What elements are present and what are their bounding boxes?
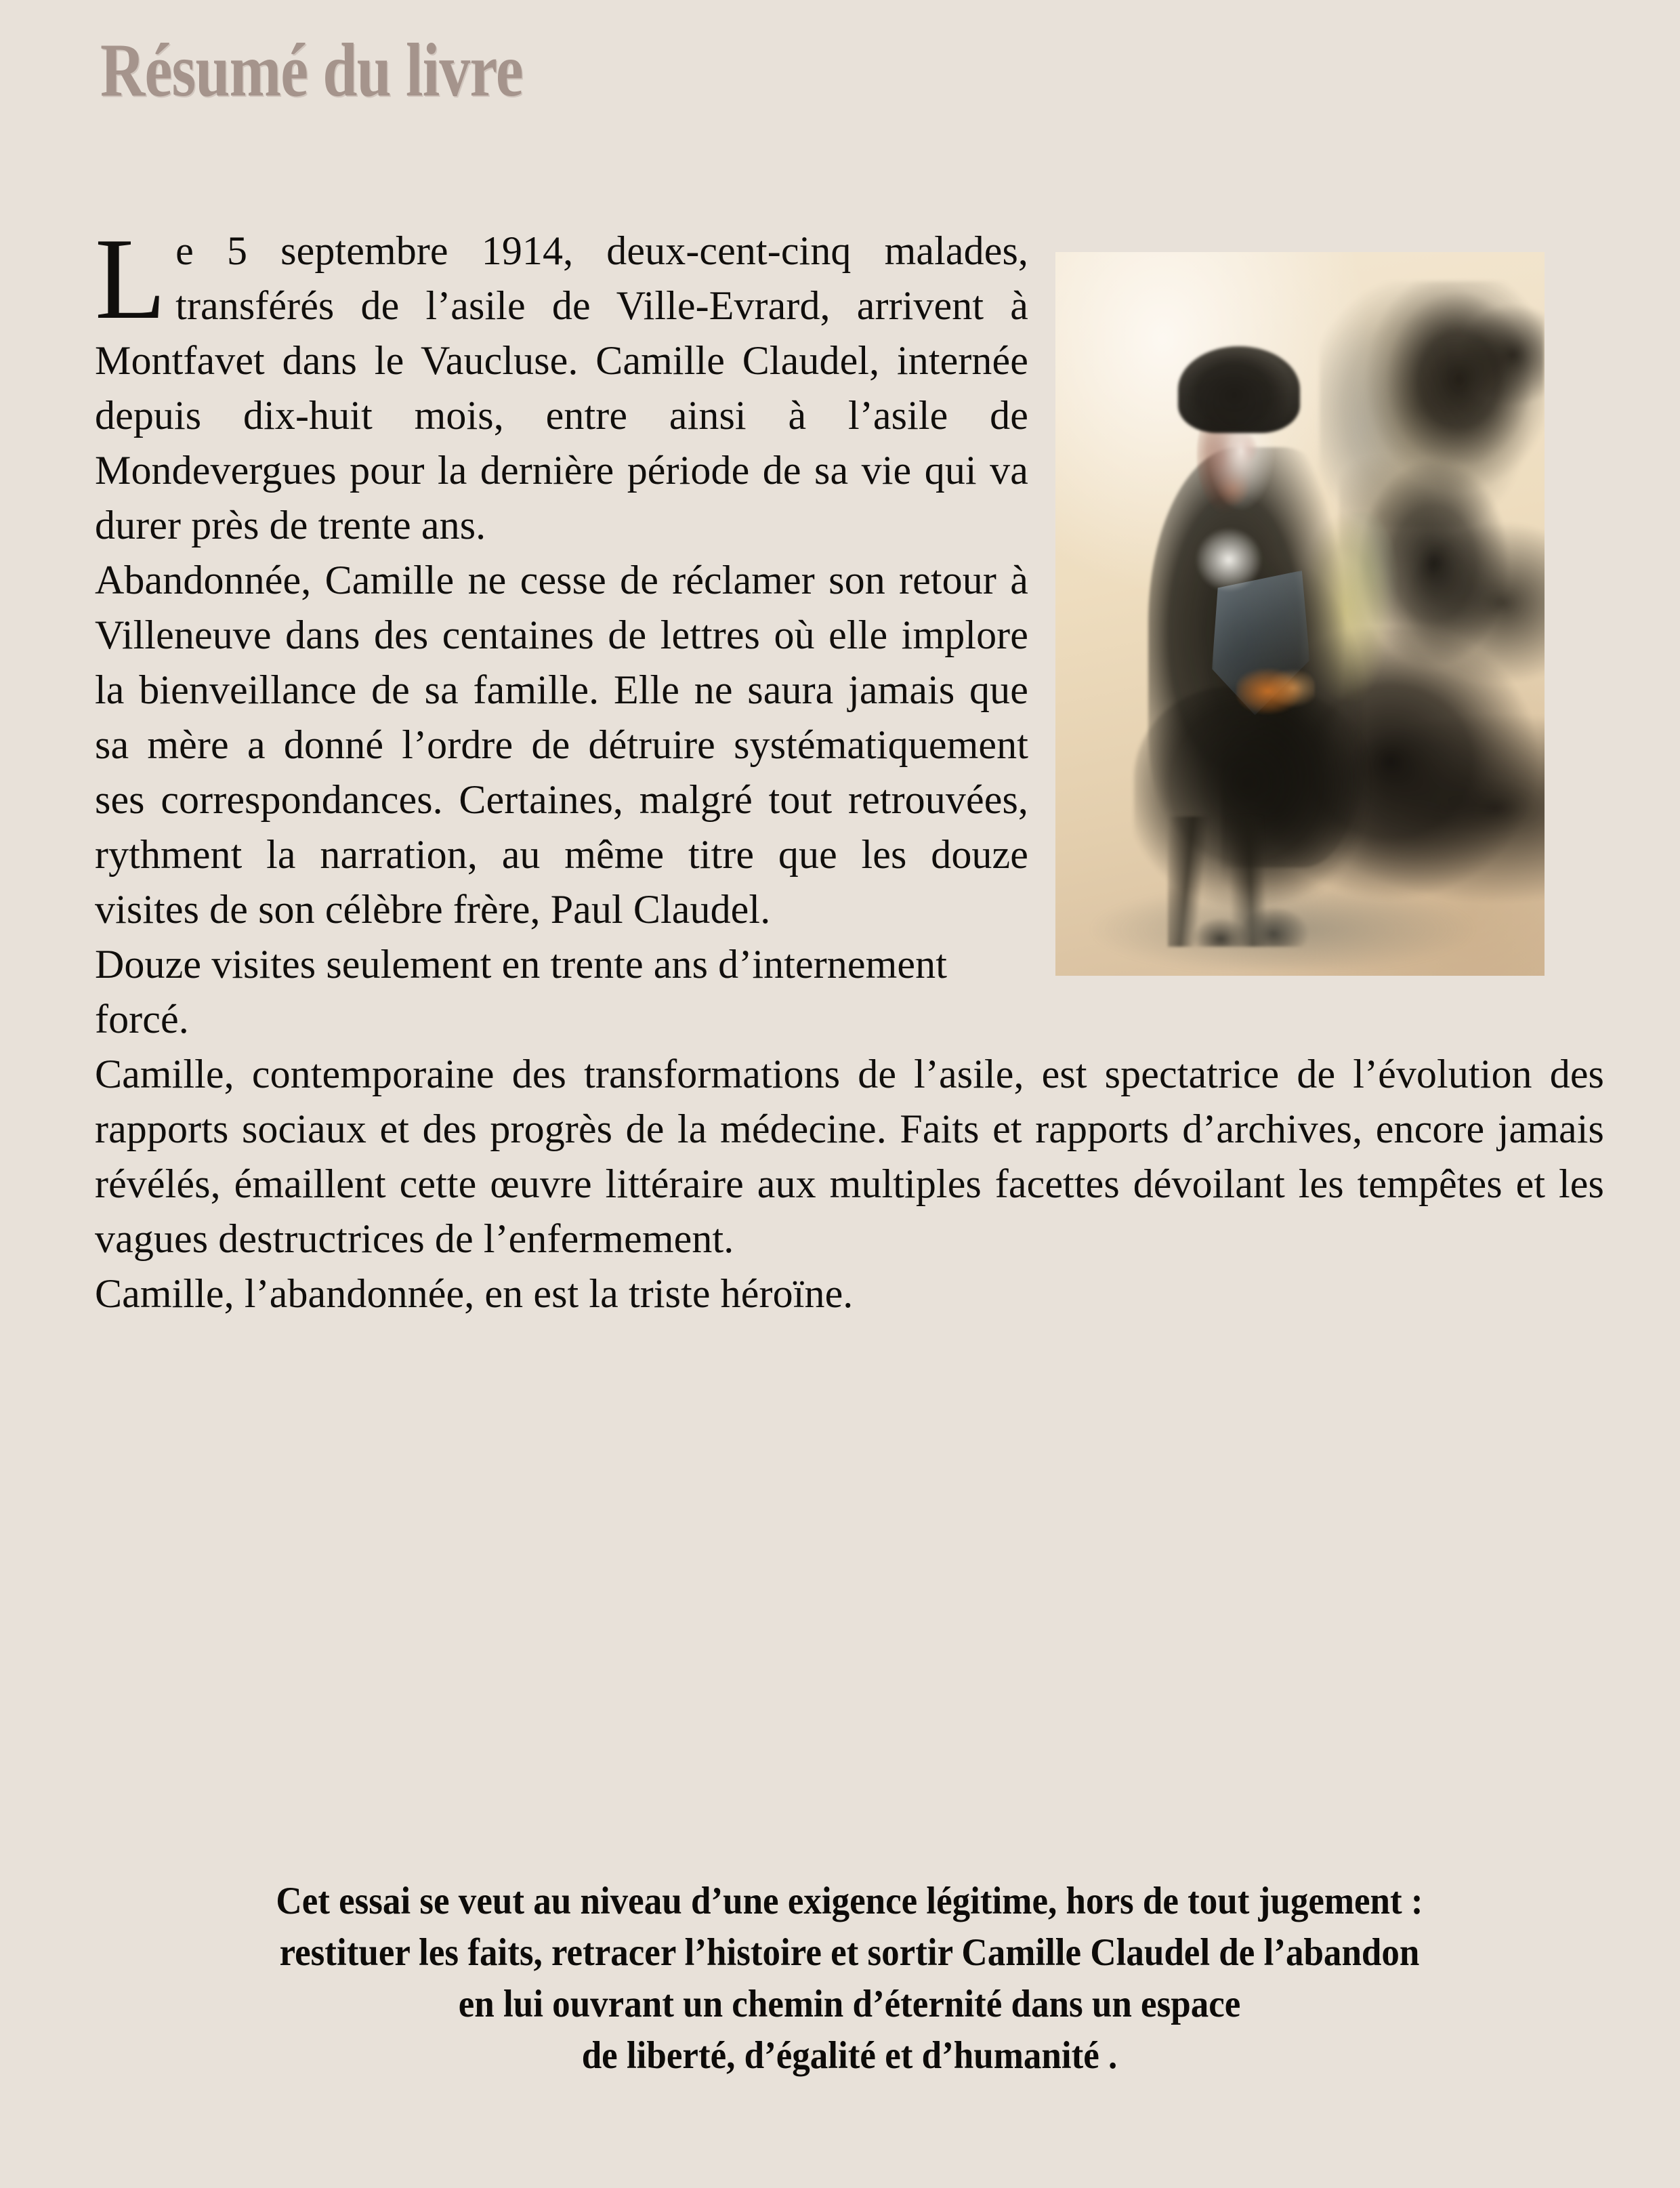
conclusion-line-1: Cet essai se veut au niveau d’une exigence légitime, hors de tout jugement : <box>276 1880 1423 1922</box>
conclusion-line-3: en lui ouvrant un chemin d’éternité dans un espace <box>458 1983 1241 2025</box>
paragraph-5 <box>95 1266 1604 1321</box>
paragraph-4-text: Camille, contemporaine des transformations de l’asile, est spectatrice de l’évolution des rapports sociaux et des progrès de la médecine. Faits et rapports d’archives, encore jamais révélés, émaillent cette œuvre littéraire aux multiples facettes dévoilant les tempêtes et les vagues destructrices de l’enfermement. <box>95 1052 1604 1261</box>
conclusion-line-4: de liberté, d’égalité et d’humanité . <box>581 2034 1118 2077</box>
paragraph-1-text: e 5 septembre 1914, deux-cent-cinq malades, transférés de l’asile de Ville-Evrard, arrivent à Montfavet dans le Vaucluse. Camille Claudel, internée depuis dix-huit mois, entre ainsi à l’asile de Mondevergues pour la dernière période de sa vie qui va durer près de trente ans. <box>95 228 1028 548</box>
conclusion-block <box>148 1876 1551 2082</box>
paragraph-2-text: Abandonnée, Camille ne cesse de réclamer son retour à Villeneuve dans des centaines de lettres où elle implore la bienveillance de sa famille. Elle ne saura jamais que sa mère a donné l’ordre de détruire systématiquement ses correspondances. Certaines, malgré tout retrouvées, rythment la narration, au même titre que les douze visites de son célèbre frère, Paul Claudel. <box>95 558 1028 932</box>
drop-cap: L <box>95 215 167 344</box>
ground-shadow-icon <box>1085 882 1515 968</box>
watercolor-portrait-figure <box>1055 252 1545 976</box>
page-title: Résumé du livre <box>100 28 523 112</box>
hat-icon <box>1178 346 1301 433</box>
white-collar-icon <box>1192 527 1265 592</box>
conclusion-line-2: restituer les faits, retracer l’histoire et sortir Camille Claudel de l’abandon <box>279 1931 1420 1974</box>
hands-icon <box>1236 665 1315 716</box>
paragraph-5-text: Camille, l’abandonnée, en est la triste héroïne. <box>95 1271 854 1316</box>
paragraph-4 <box>95 1047 1604 1266</box>
body-content <box>95 215 1604 1321</box>
paragraph-3-text: Douze visites seulement en trente ans d’internement forcé. <box>95 942 948 1041</box>
